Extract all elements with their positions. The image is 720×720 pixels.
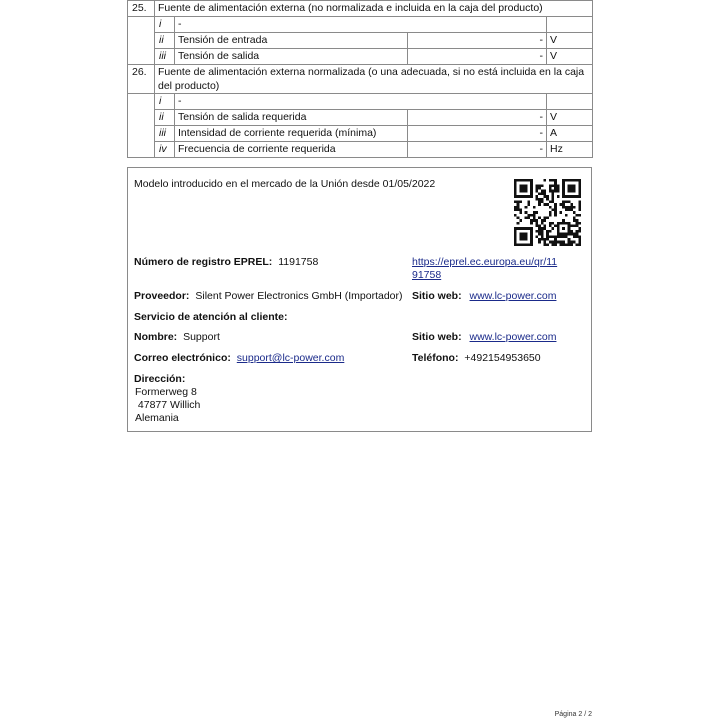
row-label: Frecuencia de corriente requerida bbox=[175, 142, 408, 158]
row-value: - bbox=[408, 110, 547, 126]
row-unit: Hz bbox=[547, 142, 593, 158]
qr-code-icon[interactable] bbox=[514, 179, 581, 246]
web-label: Sitio web: bbox=[412, 331, 462, 343]
row-number: 25. bbox=[128, 1, 155, 17]
row-unit: V bbox=[547, 49, 593, 65]
eprel-info-card bbox=[127, 167, 592, 432]
address-line: Alemania bbox=[135, 412, 179, 424]
eprel-link-line2[interactable]: 91758 bbox=[412, 269, 442, 281]
name-label: Nombre: bbox=[134, 331, 178, 343]
address-line: 47877 Willich bbox=[135, 399, 201, 411]
eprel-link[interactable] bbox=[412, 256, 557, 282]
row-value: - bbox=[408, 33, 547, 49]
table-row bbox=[128, 49, 593, 65]
row-label: Tensión de salida requerida bbox=[175, 110, 408, 126]
contact-name-row bbox=[134, 331, 220, 344]
table-row bbox=[128, 65, 593, 94]
row-value: - bbox=[408, 142, 547, 158]
row-roman: i bbox=[155, 17, 175, 33]
supplier-name: Silent Power Electronics GmbH (Importador) bbox=[195, 290, 403, 302]
service-web-row bbox=[412, 331, 556, 344]
row-label: - bbox=[175, 94, 547, 110]
row-unit: V bbox=[547, 33, 593, 49]
row-value: - bbox=[408, 126, 547, 142]
supplier-web-row bbox=[412, 290, 556, 303]
table-row bbox=[128, 33, 593, 49]
eprel-number: 1191758 bbox=[278, 256, 319, 268]
eprel-label: Número de registro EPREL: bbox=[134, 256, 273, 268]
row-value: - bbox=[408, 49, 547, 65]
table-row bbox=[128, 126, 593, 142]
row-roman: iii bbox=[155, 49, 175, 65]
row-label: - bbox=[175, 17, 547, 33]
table-row bbox=[128, 94, 593, 110]
table-row bbox=[128, 1, 593, 17]
supplier-label: Proveedor: bbox=[134, 290, 190, 302]
row-roman: ii bbox=[155, 33, 175, 49]
row-label: Tensión de entrada bbox=[175, 33, 408, 49]
address-line: Formerweg 8 bbox=[135, 386, 197, 398]
row-label: Intensidad de corriente requerida (mínima) bbox=[175, 126, 408, 142]
email-row bbox=[134, 352, 344, 365]
service-web-link[interactable]: www.lc-power.com bbox=[469, 331, 557, 343]
row-roman: iii bbox=[155, 126, 175, 142]
eprel-link-line1[interactable]: https://eprel.ec.europa.eu/qr/11 bbox=[412, 256, 558, 268]
address-block bbox=[134, 373, 200, 425]
page-footer: Página 2 / 2 bbox=[554, 711, 592, 718]
email-label: Correo electrónico: bbox=[134, 352, 231, 364]
row-label: Tensión de salida bbox=[175, 49, 408, 65]
row-roman: ii bbox=[155, 110, 175, 126]
market-intro-text: Modelo introducido en el mercado de la Unión desde 01/05/2022 bbox=[134, 178, 436, 190]
table-row bbox=[128, 17, 593, 33]
phone-number: +492154953650 bbox=[464, 352, 541, 364]
address-label: Dirección: bbox=[134, 373, 186, 385]
phone-row bbox=[412, 352, 541, 365]
contact-name: Support bbox=[183, 331, 220, 343]
service-heading: Servicio de atención al cliente: bbox=[134, 311, 288, 323]
row-title: Fuente de alimentación externa normalizada (o una adecuada, si no está incluida en la caja del producto) bbox=[155, 65, 593, 94]
row-number: 26. bbox=[128, 65, 155, 94]
table-row bbox=[128, 110, 593, 126]
supplier-row bbox=[134, 290, 403, 303]
supplier-web-link[interactable]: www.lc-power.com bbox=[469, 290, 557, 302]
row-roman: i bbox=[155, 94, 175, 110]
web-label: Sitio web: bbox=[412, 290, 462, 302]
phone-label: Teléfono: bbox=[412, 352, 459, 364]
spec-table bbox=[127, 0, 593, 158]
row-unit: A bbox=[547, 126, 593, 142]
row-unit: V bbox=[547, 110, 593, 126]
email-link[interactable]: support@lc-power.com bbox=[236, 352, 345, 364]
table-row bbox=[128, 142, 593, 158]
eprel-row bbox=[134, 256, 318, 269]
row-roman: iv bbox=[155, 142, 175, 158]
row-title: Fuente de alimentación externa (no normalizada e incluida en la caja del producto) bbox=[155, 1, 593, 17]
